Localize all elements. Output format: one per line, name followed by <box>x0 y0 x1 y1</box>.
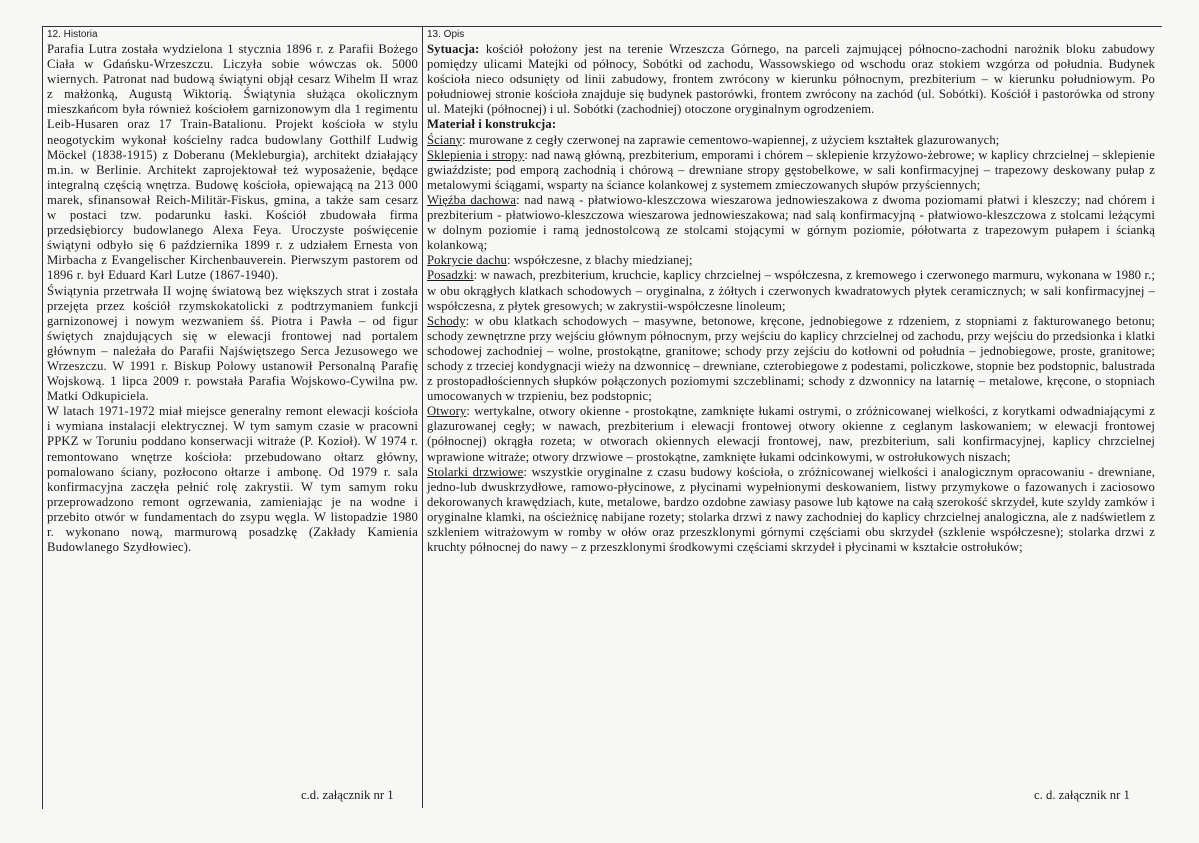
item-floors <box>427 268 1155 313</box>
item-vaults <box>427 148 1155 193</box>
material-heading: Materiał i konstrukcja: <box>427 117 557 132</box>
history-paragraph-2: Świątynia przetrwała II wojnę światową bez większych strat i została przejęta przez kościół rzymskokatolicki z podtrzymaniem funkcji garnizonowej i nowym wezwaniem śś. Piotra i Pawła – od figur świętych znajdujących się w elewacji frontowej nad portalem głównym – należała do Parafii Najświętszego Serca Jezusowego we Wrzeszczu. W 1991 r. Biskup Polowy ustanowił Personalną Parafię Wojskową. 1 lipca 2009 r. powstała Parafia Wojskowo-Cywilna pw. Matki Odkupiciela. <box>47 283 418 404</box>
item-roof-truss <box>427 193 1155 253</box>
history-column <box>47 29 418 555</box>
description-column <box>427 29 1155 555</box>
item-openings <box>427 404 1155 464</box>
history-heading: 12. Historia <box>47 29 98 40</box>
column-divider <box>422 26 423 808</box>
history-paragraph-1: Parafia Lutra została wydzielona 1 stycznia 1896 r. z Parafii Bożego Ciała w Gdańsku-Wrzeszczu. Liczyła sobie wówczas ok. 5000 wiernych. Patronat nad budową świątyni objął cesarz Wihelm II wraz z małżonką, Augustą Wiktorią. Świątynia służąca okolicznym mieszkańcom była również kościołem garnizonowym dla 1 regimentu Leib-Husaren oraz 17 Train-Batalionu. Projekt kościoła w stylu neogotyckim wykonał kościelny radca budowlany Gotthilf Ludwig Möckel (1838-1915) z Doberanu (Mekleburgia), architekt działający m.in. w Berlinie. Architekt zaprojektował też wyposażenie, będące integralną częścią wnętrza. Budowę kościoła, opiewającą na 213 000 marek, sfinansował Reich-Militär-Fiskus, gmina, a także sam cesarz w postaci tzw. podarunku łaski. Kościół zbudowała firma przedsiębiorcy budowlanego Alexa Feya. Uroczyste poświęcenie świątyni odbyło się 6 października 1899 r. z udziałem Ernesta von Mirbacha z Evangelischer Kirchenbauverein. Pierwszym pastorem od 1896 r. był Eduard Karl Lutze (1867-1940). <box>47 42 418 283</box>
situation-text: kościół położony jest na terenie Wrzeszcza Górnego, na parceli zajmującej północno-zachodni narożnik bloku zabudowy pomiędzy ulicami Matejki od północy, Sobótki od zachodu, Wassowskiego od wschodu oraz stokiem wzgórza od południa. Budynek kościoła nieco odsunięty od linii zabudowy, frontem zwrócony w kierunku północnym, prezbiterium – w kierunku południowym. Po południowej stronie kościoła znajduje się budynek pastorówki, frontem zwrócony na zachód (ul. Sobótki). Kościół i pastorówka od strony ul. Matejki (północnej) i ul. Sobótki (zachodniej) otoczone oryginalnym ogrodzeniem. <box>427 42 1155 117</box>
item-label: Ściany <box>427 132 463 147</box>
history-paragraph-3: W latach 1971-1972 miał miejsce generalny remont elewacji kościoła i wymiana instalacji elektrycznej. W tym samym czasie w pracowni PPKZ w Toruniu poddano konserwacji witraże (P. Kozioł). W 1974 r. remontowano wnętrze kościoła: przebudowano ołtarz główny, pomalowano ściany, pozłocono ołtarze i ambonę. Od 1979 r. sala konfirmacyjna zaczęła pełnić rolę zakrystii. W tym samym roku przeprowadzono remont ogrzewania, zamieniając je na wodne i przebito otwór w fundamentach do zsypu węgla. W listopadzie 1980 r. wykonano nową, marmurową posadzkę (Zakłady Kamienia Budowlanego Szydłowiec). <box>47 404 418 555</box>
item-text: : nad nawą - płatwiowo-kleszczowa wieszarowa jednowieszakowa z dwoma poziomami płatwi i kleszczy; nad chórem i prezbiterium - płatwiowo-kleszczowa wieszarowa jednowieszakowa; nad salą konfirmacyjną - płatwiowo-kleszczowa z stolcami leżącymi w dolnym poziomie i ramą jednostolcową ze stolcami stojącymi w górnym poziomie, półotwarta z trapezowym pułapem i ścianką kolankową; <box>427 192 1155 253</box>
description-heading: 13. Opis <box>427 29 465 40</box>
item-text: : wertykalne, otwory okienne - prostokątne, zamknięte łukami ostrymi, o zróżnicowanej wielkości, z korytkami odwadniającymi z glazurowanej cegły; w nawach, prezbiterium i elewacji frontowej otwory okienne z ceglanym laskowaniem; w elewacji frontowej (północnej) okrągła rozeta; w otworach okiennych elewacji frontowej, naw, prezbiterium, sali konfirmacyjnej, kaplicy chrzcielnej wprawione witraże; otwory drzwiowe – prostokątne, zamknięte łukami odcinkowymi, w ostrołukowych niszach; <box>427 404 1155 464</box>
item-stairs <box>427 314 1155 405</box>
item-text: : w nawach, prezbiterium, kruchcie, kaplicy chrzcielnej – współczesna, z kremowego i czerwonego marmuru, wykonana w 1980 r.; w obu okrągłych klatkach schodowych – oryginalna, z żółtych i czerwonych kwadratowych płytek ceramicznych; w sali konfirmacyjnej – współczesna, z płytek gresowych; w zakrystii-współczesne linoleum; <box>427 268 1155 313</box>
item-label: Posadzki <box>427 268 474 283</box>
description-continuation-note: c. d. załącznik nr 1 <box>1034 788 1130 802</box>
item-text: : murowane z cegły czerwonej na zaprawie cementowo-wapiennej, z użyciem kształtek glazurowanych; <box>462 132 1000 147</box>
item-text: : w obu klatkach schodowych – masywne, betonowe, kręcone, jednobiegowe z rdzeniem, z stopniami z fakturowanego betonu; schody zewnętrzne przy wejściu głównym północnym, przy wejściu do kaplicy chrzcielnej od zachodu, przy wejściu do przedsionka i klatki schodowej zachodniej – wolne, prostokątne, granitowe; schody przy zejściu do kotłowni od południa – jednobiegowe, proste, granitowe; schody z trzeciej kondygnacji wieży na dzwonnicę – drewniane, czterobiegowe z podestami, policzkowe, stopnie bez podstopnic, balustrada z prostopadłościennych słupków połączonych poziomymi szczeblinami; schody z dzwonnicy na latarnię – metalowe, kręcone, o stopniach umocowanych w trzpieniu, bez podstopnic; <box>427 313 1155 404</box>
item-roofing <box>427 253 1155 268</box>
item-label: Stolarki drzwiowe <box>427 464 524 479</box>
history-continuation-note: c.d. załącznik nr 1 <box>301 788 394 802</box>
item-text: : współczesne, z blachy miedzianej; <box>506 253 693 268</box>
item-door-joinery <box>427 465 1155 556</box>
item-text: : wszystkie oryginalne z czasu budowy kościoła, o zróżnicowanej wielkości i analogicznym opracowaniu - drewniane, jedno-lub dwuskrzydłowe, ramowo-płycinowe, z płycinami wypełnionymi deskowaniem, listwy przymykowe o fazowanych i zaciosowo dekorowanych krawędziach, kute, metalowe, bardzo ozdobne zawiasy pasowe lub kątowe na całą szerokość skrzydeł, kute szyldy zamków i oryginalne klamki, na ościeżnicę nabijane rozety; stolarka drzwi z nawy zachodniej do kaplicy chrzcielnej analogiczna, ale z nadświetlem z szkleniem witrażowym w romby w ołów oraz przeszklonymi górnymi częściami obu skrzydeł (szklenie współczesne); stolarka drzwi z kruchty północnej do nawy – z przeszklonymi środkowymi częściami skrzydeł i płycinami w kształcie ostrołuków; <box>427 464 1155 555</box>
situation-paragraph <box>427 42 1155 117</box>
item-label: Schody <box>427 313 466 328</box>
item-text: : nad nawą główną, prezbiterium, emporami i chórem – sklepienie krzyżowo-żebrowe; w kaplicy chrzcielnej – sklepienie gwiaździste; pod emporą zachodnią i chórową – drewniane stropy gęstobelkowe, w sali konfirmacyjnej – trapezowy deskowany pułap z metalowymi ściągami, wsparty na ściance kolankowej z systemem zmieczowanych słupów przyściennych; <box>427 147 1155 192</box>
item-label: Sklepienia i stropy <box>427 147 525 162</box>
item-label: Więźba dachowa <box>427 192 517 207</box>
item-label: Pokrycie dachu <box>427 253 507 268</box>
item-walls <box>427 133 1155 148</box>
item-label: Otwory <box>427 404 467 419</box>
situation-label: Sytuacja: <box>427 42 480 56</box>
